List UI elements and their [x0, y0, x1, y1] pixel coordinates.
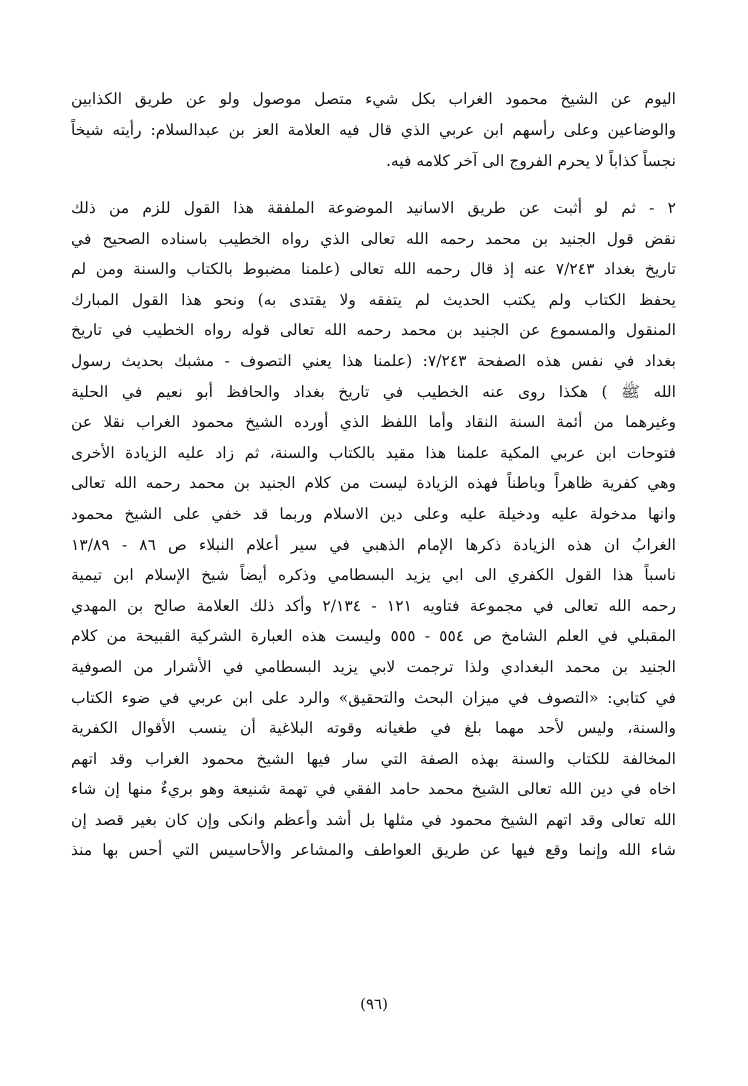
text-line: اخاه في دين الله تعالى الشيخ محمد حامد الفقي في تهمة شنيعة وهو بريءٌ منها إن شاء: [71, 780, 676, 799]
text-line: الله تعالى وقد اتهم الشيخ محمود في مثلها بل أشد وأعظم وانكى وإن كان بغير قصد إن: [71, 810, 676, 829]
text-line: والسنة، وليس لأحد مهما بلغ في طغيانه وقوته البلاغية أن ينسب الأقوال الكفرية: [71, 719, 676, 738]
text-line: الله ﷺ ) هكذا روى عنه الخطيب في تاريخ بغداد والحافظ أبو نعيم في الحلية: [71, 382, 676, 401]
text-line: اليوم عن الشيخ محمود الغراب بكل شيء متصل موصول ولو عن طريق الكذابين: [71, 90, 676, 108]
text-line: فتوحات ابن عربي المكية علمنا هذا مقيد بالكتاب والسنة، ثم زاد عليه الزيادة الأخرى: [71, 443, 676, 462]
paragraph-1: [71, 84, 676, 177]
text-line: بغداد في نفس هذه الصفحة ٧/٢٤٣: (علمنا هذا يعني التصوف - مشبك بحديث رسول: [71, 351, 676, 370]
text-line: وانها مدخولة عليه ودخيلة عليه وعلى دين الاسلام وربما قد خفي على الشيخ محمود: [71, 504, 676, 523]
text-line: شاء الله وإنما وقع فيها عن طريق العواطف والمشاعر والأحاسيس التي أحس بها منذ: [71, 841, 676, 860]
page-number: (٩٦): [360, 995, 388, 1013]
text-line: نقض قول الجنيد بن محمد رحمه الله تعالى الذي رواه الخطيب باسناده الصحيح في: [71, 229, 676, 248]
text-line: رحمه الله تعالى في مجموعة فتاويه ١٢١ - ٢/١٣٤ وأكد ذلك العلامة صالح بن المهدي: [71, 596, 676, 615]
text-line: المقبلي في العلم الشامخ ص ٥٥٤ - ٥٥٥ وليست هذه العبارة الشركية القبيحة من كلام: [71, 627, 676, 646]
text-line: ٢ - ثم لو أثبت عن طريق الاسانيد الموضوعة الملفقة هذا القول للزم من ذلك: [71, 199, 676, 217]
text-line: المخالفة للكتاب والسنة بهذه الصفة التي سار فيها الشيخ محمود الغراب وقد اتهم: [71, 749, 676, 768]
text-line: وهي كفرية ظاهراً وباطناً فهذه الزيادة ليست من كلام الجنيد بن محمد رحمه الله تعالى: [71, 474, 676, 493]
text-line: الجنيد بن محمد البغدادي ولذا ترجمت لابي يزيد البسطامي في الأشرار من الصوفية: [71, 657, 676, 676]
text-line: المنقول والمسموع عن الجنيد بن محمد رحمه الله تعالى قوله رواه الخطيب في تاريخ: [71, 321, 676, 340]
text-line: في كتابي: «التصوف في ميزان البحث والتحقيق» والرد على ابن عربي في ضوء الكتاب: [71, 688, 676, 707]
text-line: وغيرهما من أئمة السنة النقاد وأما اللفظ الذي أورده الشيخ محمود الغراب نقلا عن: [71, 413, 676, 432]
text-line: تاريخ بغداد ٧/٢٤٣ عنه إذ قال رحمه الله تعالى (علمنا مضبوط بالكتاب والسنة ومن لم: [71, 260, 676, 279]
text-line: يحفظ الكتاب ولم يكتب الحديث لم يتفقه ولا يقتدى به) ونحو هذا القول المبارك: [71, 290, 676, 309]
text-line: ناسباً هذا القول الكفري الى ابي يزيد البسطامي وذكره أيضاً شيخ الإسلام ابن تيمية: [71, 566, 676, 585]
paragraph-2: [71, 193, 676, 866]
text-line: والوضاعين وعلى رأسهم ابن عربي الذي قال فيه العلامة العز بن عبدالسلام: رأيته شيخاً: [71, 121, 676, 139]
text-line: الغرابُ ان هذه الزيادة ذكرها الإمام الذهبي في سير أعلام النبلاء ص ٨٦ - ١٣/٨٩: [71, 535, 676, 554]
text-line: نجساً كذاباً لا يحرم الفروج الى آخر كلامه فيه.: [385, 152, 676, 170]
